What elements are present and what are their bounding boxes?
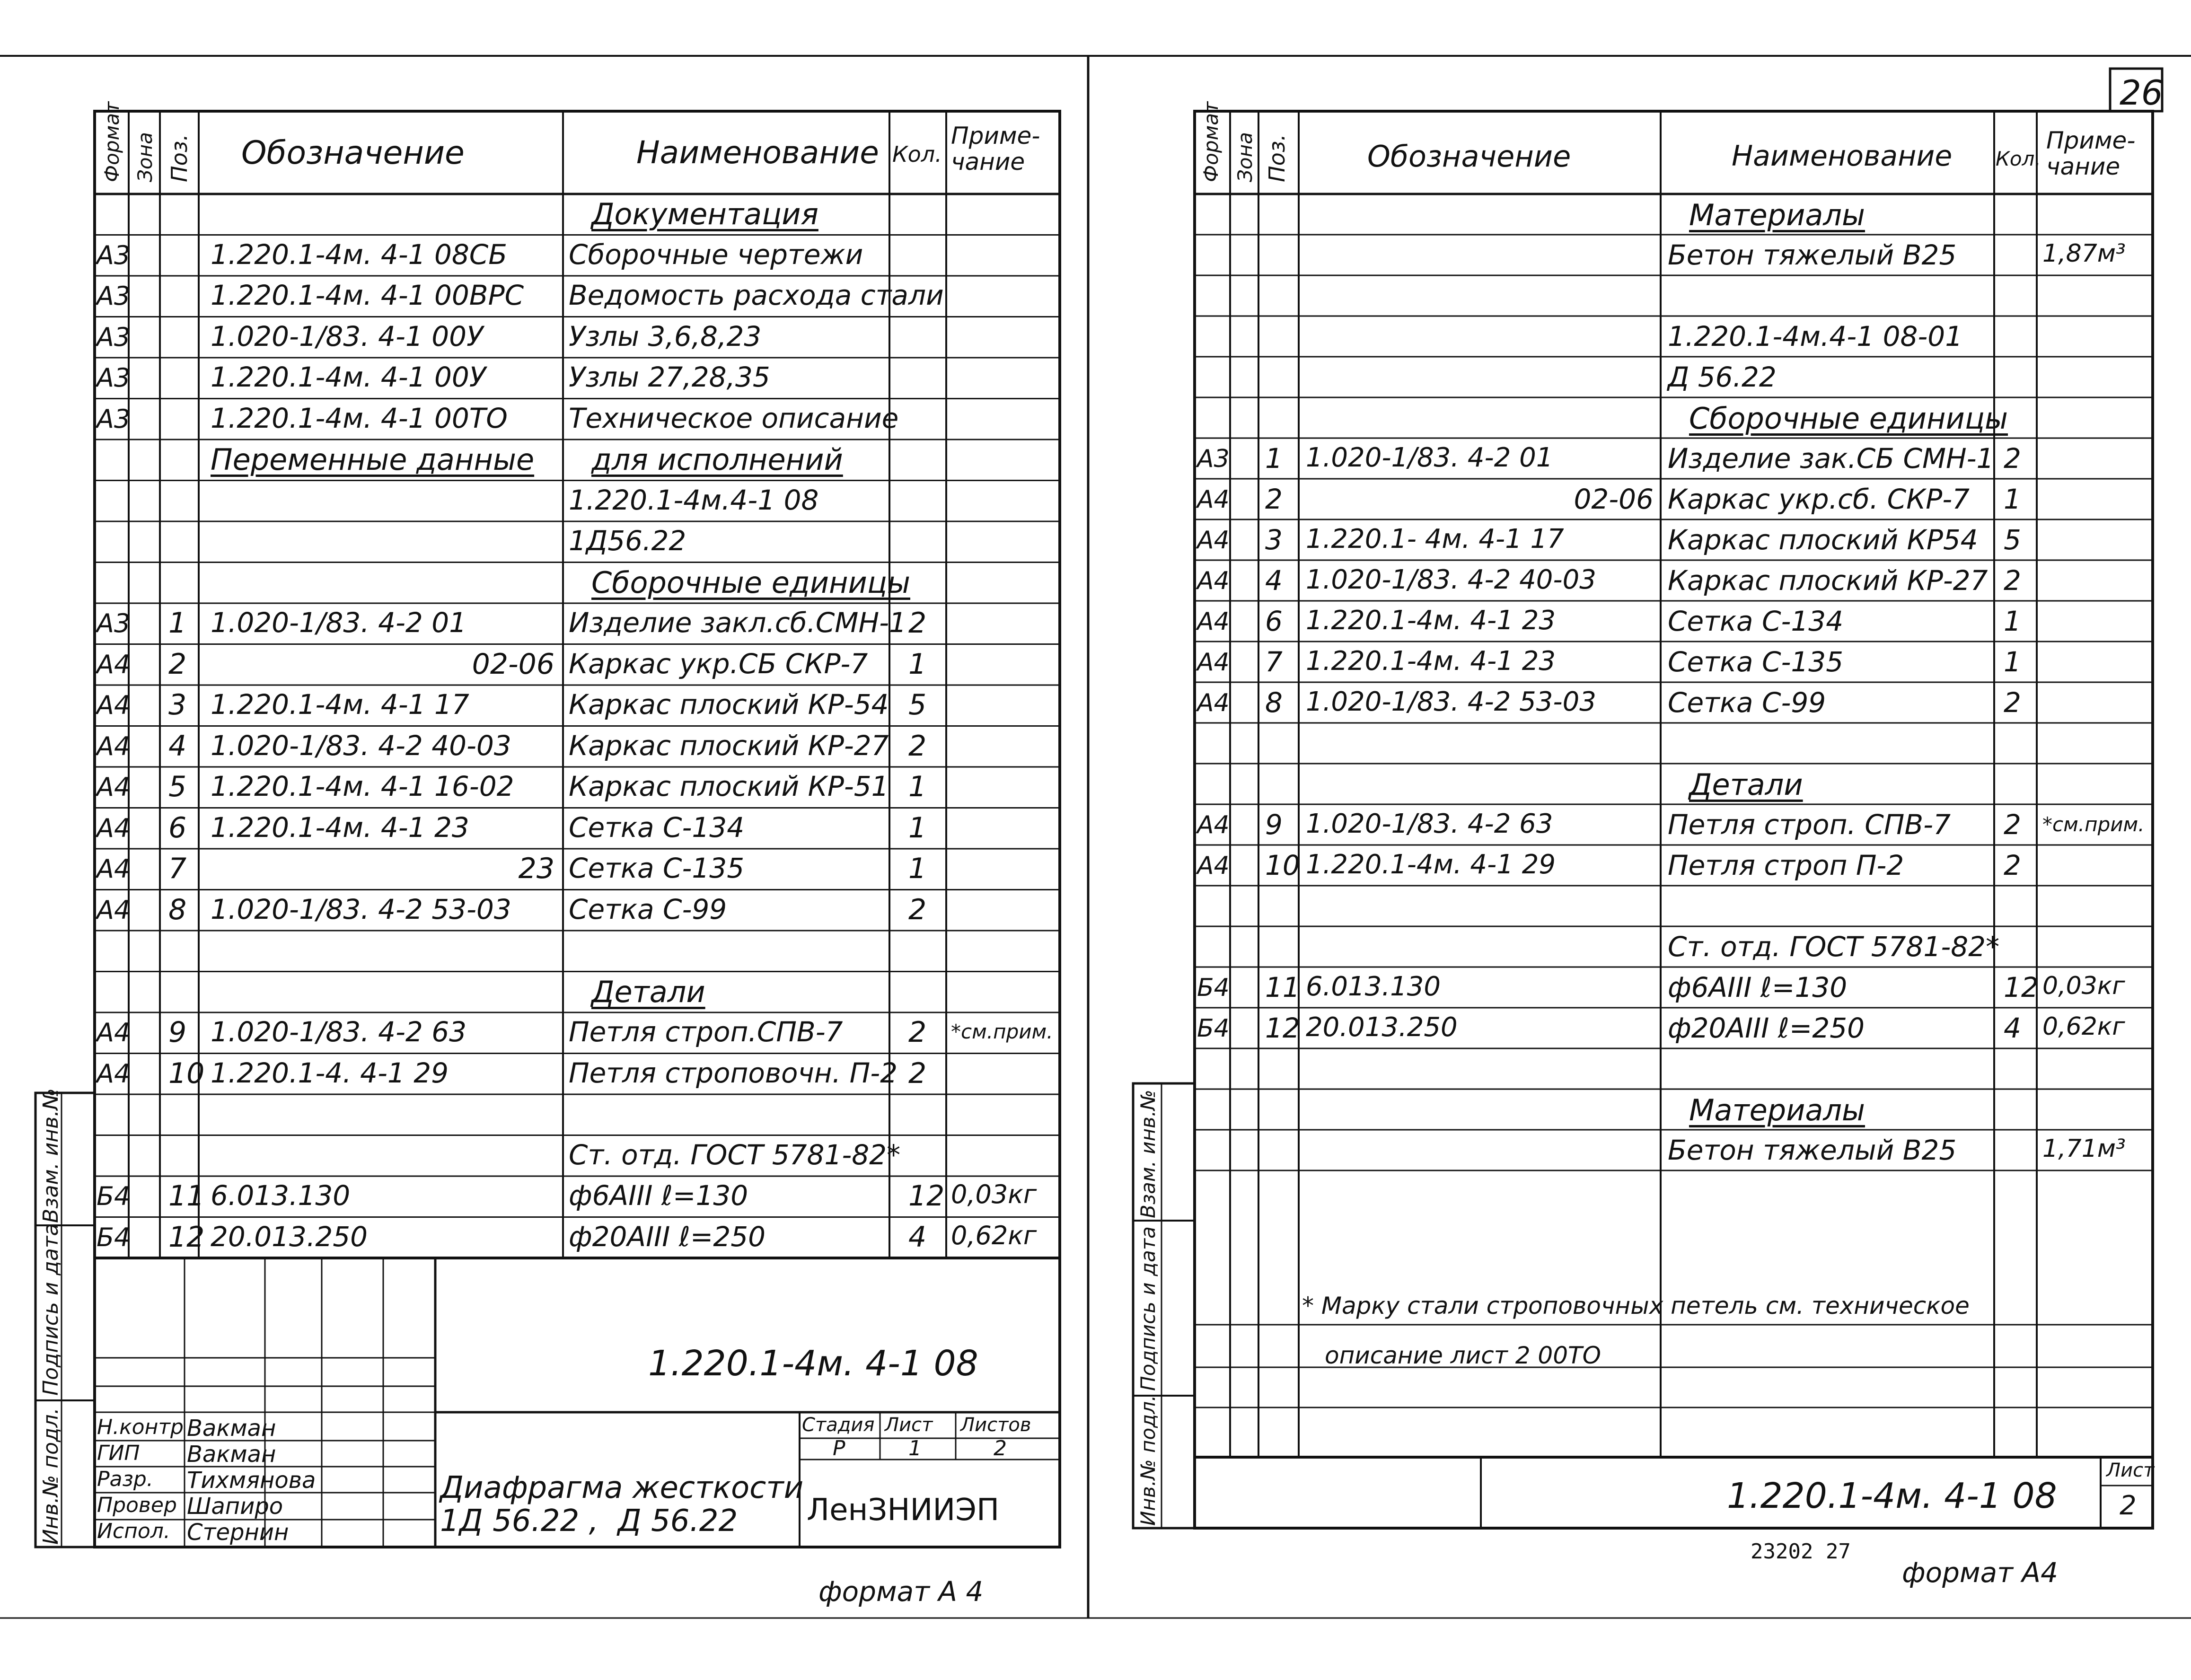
left-row-format: Б4 xyxy=(97,1222,131,1252)
right-doc-code: 1.220.1-4м. 4-1 08 xyxy=(1727,1476,2057,1516)
right-stamp-inv: Инв.№ подл. xyxy=(1136,1395,1160,1526)
left-row-format: А4 xyxy=(97,895,131,925)
left-row-name: Детали xyxy=(591,974,705,1009)
right-row-name: ф20АIII ℓ=250 xyxy=(1668,1012,1865,1044)
right-row-name: Бетон тяжелый В25 xyxy=(1668,1134,1957,1166)
left-header-qty: Кол. xyxy=(892,141,942,167)
right-stamp-sign: Подпись и дата xyxy=(1136,1226,1160,1391)
right-row-note: 0,03кг xyxy=(2042,972,2125,1000)
left-row-name: Петля строповочн. П-2 xyxy=(569,1056,898,1089)
left-row-designation: 1.220.1-4м. 4-1 23 xyxy=(211,811,469,844)
right-row-designation: 1.020-1/83. 4-2 40-03 xyxy=(1306,564,1596,595)
right-row-name: 1.220.1-4м.4-1 08-01 xyxy=(1668,320,1963,352)
right-row-format: Б4 xyxy=(1197,1014,1230,1043)
right-sheet-header: Лист xyxy=(2106,1460,2155,1481)
left-row-designation: 1.220.1-4м. 4-1 08СБ xyxy=(211,238,508,271)
right-row-qty: 2 xyxy=(2004,564,2021,597)
left-row-pos: 8 xyxy=(168,893,187,926)
right-row-name: Петля строп. СПВ-7 xyxy=(1668,809,1951,841)
left-row-name: Сетка С-99 xyxy=(569,893,727,925)
right-row-pos: 8 xyxy=(1265,686,1283,719)
left-header-pos: Поз. xyxy=(167,134,192,182)
right-row-qty: 1 xyxy=(2004,646,2021,678)
left-row-designation: 1.220.1-4. 4-1 29 xyxy=(211,1056,449,1089)
left-row-format: А4 xyxy=(97,1058,131,1089)
right-row-designation: 1.220.1-4м. 4-1 23 xyxy=(1306,605,1556,636)
right-row-format: А4 xyxy=(1197,648,1230,677)
right-header-name: Наименование xyxy=(1732,140,1953,173)
left-row-name: 1.220.1-4м.4-1 08 xyxy=(569,484,819,516)
left-row-qty: 2 xyxy=(908,729,927,763)
left-header-designation: Обозначение xyxy=(241,134,465,172)
right-row-note: 1,87м³ xyxy=(2042,239,2126,268)
left-role-name: Стернин xyxy=(187,1519,289,1546)
left-row-designation: 1.020-1/83. 4-2 40-03 xyxy=(211,729,511,762)
left-role-label: Провер xyxy=(97,1493,177,1517)
right-row-note: 0,62кг xyxy=(2042,1012,2125,1041)
right-row-qty: 2 xyxy=(2004,849,2021,881)
left-row-name: Изделие закл.сб.СМН-1 xyxy=(569,607,906,639)
left-row-qty: 1 xyxy=(908,811,927,844)
right-row-qty: 2 xyxy=(2004,809,2021,841)
right-row-format: А4 xyxy=(1197,811,1230,839)
left-row-name: Сетка С-134 xyxy=(569,811,745,844)
left-row-name: 1Д56.22 xyxy=(569,525,686,557)
left-role-name: Вакман xyxy=(187,1441,276,1468)
left-drawing-title: Диафрагма жесткости 1Д 56.22 , Д 56.22 xyxy=(440,1470,804,1539)
right-row-name: Сетка С-99 xyxy=(1668,686,1826,719)
right-row-pos: 4 xyxy=(1265,564,1283,597)
left-row-designation: 1.220.1-4м. 4-1 17 xyxy=(211,688,469,721)
left-row-format: А3 xyxy=(97,404,131,434)
format-label-right: формат А4 xyxy=(1902,1557,2058,1589)
right-row-name: Изделие зак.СБ СМН-1 xyxy=(1668,442,1994,475)
left-row-note: *см.прим. xyxy=(951,1020,1053,1043)
right-row-format: А4 xyxy=(1197,567,1230,595)
left-row-name: Каркас укр.СБ СКР-7 xyxy=(569,647,868,680)
left-row-name: Сборочные единицы xyxy=(591,565,911,600)
left-row-format: А4 xyxy=(97,772,131,802)
left-row-format: Б4 xyxy=(97,1181,131,1211)
right-row-pos: 2 xyxy=(1265,483,1283,515)
left-row-name: Сборочные чертежи xyxy=(569,238,863,271)
left-row-qty: 5 xyxy=(908,688,927,721)
right-row-name: Сборочные единицы xyxy=(1689,401,2008,436)
left-row-qty: 1 xyxy=(908,770,927,803)
left-header-note: Приме- чание xyxy=(951,122,1040,176)
right-row-name: Каркас укр.сб. СКР-7 xyxy=(1668,483,1970,515)
left-row-name: Ст. отд. ГОСТ 5781-82* xyxy=(569,1138,901,1171)
left-row-format: А4 xyxy=(97,649,131,679)
right-row-name: Сетка С-134 xyxy=(1668,605,1844,637)
right-row-designation: 1.020-1/83. 4-2 53-03 xyxy=(1306,686,1596,717)
right-row-qty: 12 xyxy=(2004,971,2039,1003)
left-row-format: А4 xyxy=(97,731,131,761)
right-row-designation: 6.013.130 xyxy=(1306,971,1441,1002)
left-role-label: ГИП xyxy=(97,1441,140,1465)
right-row-format: А4 xyxy=(1197,607,1230,636)
left-role-name: Вакман xyxy=(187,1415,276,1442)
left-doc-code: 1.220.1-4м. 4-1 08 xyxy=(648,1343,978,1384)
right-row-name: Материалы xyxy=(1689,198,1865,232)
right-header-zone: Зона xyxy=(1233,132,1257,182)
right-row-designation: 1.220.1-4м. 4-1 29 xyxy=(1306,849,1556,880)
right-row-pos: 9 xyxy=(1265,809,1283,841)
left-sheets-header: Листов xyxy=(960,1414,1031,1436)
right-row-pos: 3 xyxy=(1265,524,1283,556)
left-row-designation: 23 xyxy=(518,852,554,885)
left-row-pos: 12 xyxy=(168,1220,205,1254)
left-row-designation: 1.220.1-4м. 4-1 00ВРС xyxy=(211,279,524,311)
right-header-designation: Обозначение xyxy=(1367,139,1571,174)
left-row-name: Ведомость расхода стали xyxy=(569,279,944,311)
right-header-format: Формат xyxy=(1199,101,1223,182)
right-row-designation: 1.220.1- 4м. 4-1 17 xyxy=(1306,524,1564,554)
left-row-designation: 1.220.1-4м. 4-1 00ТО xyxy=(211,402,508,434)
right-row-designation: 02-06 xyxy=(1574,483,1654,515)
left-row-format: А3 xyxy=(97,322,131,352)
left-row-format: А4 xyxy=(97,813,131,843)
right-row-pos: 1 xyxy=(1265,442,1283,475)
right-row-format: А4 xyxy=(1197,485,1230,514)
left-row-name: ф6АIII ℓ=130 xyxy=(569,1179,748,1212)
left-row-name: Сетка С-135 xyxy=(569,852,745,884)
left-row-format: А3 xyxy=(97,240,131,270)
left-row-designation: Переменные данные xyxy=(211,442,535,477)
left-row-designation: 20.013.250 xyxy=(211,1220,368,1253)
right-row-format: Б4 xyxy=(1197,974,1230,1002)
left-row-format: А4 xyxy=(97,1018,131,1047)
right-row-pos: 7 xyxy=(1265,646,1283,678)
left-row-name: Узлы 3,6,8,23 xyxy=(569,320,762,352)
right-row-qty: 4 xyxy=(2004,1012,2021,1044)
left-stamp-sign: Подпись и дата xyxy=(39,1223,63,1396)
right-footnote-2: описание лист 2 00ТО xyxy=(1325,1342,1601,1369)
left-row-name: Каркас плоский КР-54 xyxy=(569,688,889,721)
left-row-format: А4 xyxy=(97,690,131,720)
left-row-designation: 1.020-1/83. 4-1 00У xyxy=(211,320,484,352)
right-row-note: 1,71м³ xyxy=(2042,1135,2126,1163)
left-row-designation: 1.020-1/83. 4-2 63 xyxy=(211,1016,467,1048)
left-row-designation: 1.220.1-4м. 4-1 16-02 xyxy=(211,770,514,802)
right-row-name: Д 56.22 xyxy=(1668,361,1777,393)
left-header-zone: Зона xyxy=(133,132,157,182)
left-row-pos: 5 xyxy=(168,770,187,803)
left-role-name: Шапиро xyxy=(187,1493,283,1520)
left-row-pos: 6 xyxy=(168,811,187,844)
right-row-qty: 2 xyxy=(2004,442,2021,475)
left-row-qty: 12 xyxy=(908,1179,945,1213)
right-row-qty: 2 xyxy=(2004,686,2021,719)
right-row-name: Каркас плоский КР-27 xyxy=(1668,564,1988,597)
left-role-name: Тихмянова xyxy=(187,1467,316,1494)
right-header-qty: Кол. xyxy=(1996,147,2041,170)
left-role-label: Н.контр xyxy=(97,1415,184,1439)
left-stamp-inv: Инв.№ подл. xyxy=(39,1407,63,1545)
right-row-pos: 6 xyxy=(1265,605,1283,637)
right-row-format: А4 xyxy=(1197,689,1230,717)
left-row-designation: 6.013.130 xyxy=(211,1179,351,1212)
left-row-pos: 3 xyxy=(168,688,187,721)
left-sheet-header: Лист xyxy=(885,1414,933,1436)
left-row-designation: 1.020-1/83. 4-2 01 xyxy=(211,607,467,639)
left-stage-header: Стадия xyxy=(802,1414,875,1436)
left-row-pos: 7 xyxy=(168,852,187,885)
right-row-designation: 1.220.1-4м. 4-1 23 xyxy=(1306,646,1556,677)
right-row-qty: 5 xyxy=(2004,524,2021,556)
right-row-name: Детали xyxy=(1689,767,1803,802)
right-stamp-vzam: Взам. инв.№ xyxy=(1136,1090,1160,1218)
right-row-name: Петля строп П-2 xyxy=(1668,849,1904,881)
left-row-format: А4 xyxy=(97,854,131,884)
right-row-qty: 1 xyxy=(2004,483,2021,515)
right-row-designation: 20.013.250 xyxy=(1306,1012,1458,1043)
left-row-name: ф20АIII ℓ=250 xyxy=(569,1220,766,1253)
right-row-designation: 1.020-1/83. 4-2 01 xyxy=(1306,442,1553,473)
left-row-qty: 2 xyxy=(908,893,927,926)
right-row-format: А4 xyxy=(1197,852,1230,880)
left-row-name: Техническое описание xyxy=(569,402,899,434)
left-row-format: А3 xyxy=(97,281,131,311)
left-row-qty: 4 xyxy=(908,1220,927,1254)
left-row-qty: 2 xyxy=(908,607,927,640)
left-row-note: 0,62кг xyxy=(951,1220,1037,1250)
right-row-format: А4 xyxy=(1197,526,1230,554)
left-row-pos: 2 xyxy=(168,647,187,681)
left-header-format: Формат xyxy=(100,101,123,182)
left-row-designation: 1.020-1/83. 4-2 53-03 xyxy=(211,893,511,925)
left-row-designation: 02-06 xyxy=(472,647,554,681)
left-role-label: Испол. xyxy=(97,1519,170,1543)
left-sheets-value: 2 xyxy=(994,1436,1007,1460)
left-row-pos: 4 xyxy=(168,729,187,763)
left-row-format: А3 xyxy=(97,363,131,393)
right-row-name: Каркас плоский КР54 xyxy=(1668,524,1978,556)
left-row-qty: 1 xyxy=(908,647,927,681)
right-sheet-value: 2 xyxy=(2120,1490,2137,1521)
page-number: 26 xyxy=(2120,73,2163,113)
right-row-pos: 10 xyxy=(1265,849,1300,881)
right-footnote-1: * Марку стали строповочных петель см. техническое xyxy=(1302,1292,1970,1319)
left-stage-value: Р xyxy=(833,1436,845,1460)
right-row-name: ф6АIII ℓ=130 xyxy=(1668,971,1848,1003)
left-row-name: Каркас плоский КР-27 xyxy=(569,729,889,762)
left-row-qty: 2 xyxy=(908,1016,927,1049)
left-sheet-value: 1 xyxy=(908,1436,922,1460)
right-row-pos: 12 xyxy=(1265,1012,1300,1044)
left-org-name: ЛенЗНИИЭП xyxy=(807,1493,1000,1528)
left-row-designation: 1.220.1-4м. 4-1 00У xyxy=(211,361,486,393)
left-row-pos: 1 xyxy=(168,607,187,640)
right-row-name: Сетка С-135 xyxy=(1668,646,1844,678)
right-row-format: А3 xyxy=(1197,445,1230,473)
left-row-pos: 11 xyxy=(168,1179,205,1213)
left-stamp-vzam: Взам. инв.№ xyxy=(39,1088,63,1223)
right-row-designation: 1.020-1/83. 4-2 63 xyxy=(1306,809,1553,839)
left-row-format: А3 xyxy=(97,608,131,638)
right-header-pos: Поз. xyxy=(1264,134,1290,182)
left-row-qty: 1 xyxy=(908,852,927,885)
right-row-pos: 11 xyxy=(1265,971,1300,1003)
left-row-name: для исполнений xyxy=(591,442,843,477)
right-row-name: Бетон тяжелый В25 xyxy=(1668,239,1957,271)
right-row-name: Материалы xyxy=(1689,1093,1865,1127)
left-row-pos: 9 xyxy=(168,1016,187,1049)
left-row-pos: 10 xyxy=(168,1056,205,1090)
left-header-name: Наименование xyxy=(636,134,879,171)
left-row-name: Документация xyxy=(591,197,818,231)
right-row-name: Ст. отд. ГОСТ 5781-82* xyxy=(1668,931,2000,963)
right-header-note: Приме- чание xyxy=(2046,127,2136,180)
left-row-name: Узлы 27,28,35 xyxy=(569,361,770,393)
right-row-note: *см.прим. xyxy=(2042,813,2145,836)
left-row-name: Каркас плоский КР-51 xyxy=(569,770,889,802)
right-row-qty: 1 xyxy=(2004,605,2021,637)
left-row-name: Петля строп.СПВ-7 xyxy=(569,1016,843,1048)
left-role-label: Разр. xyxy=(97,1467,153,1491)
format-label-left: формат А 4 xyxy=(818,1575,984,1608)
sheet-ref-bottom: 23202 27 xyxy=(1751,1539,1851,1564)
left-row-note: 0,03кг xyxy=(951,1179,1037,1209)
left-row-qty: 2 xyxy=(908,1056,927,1090)
